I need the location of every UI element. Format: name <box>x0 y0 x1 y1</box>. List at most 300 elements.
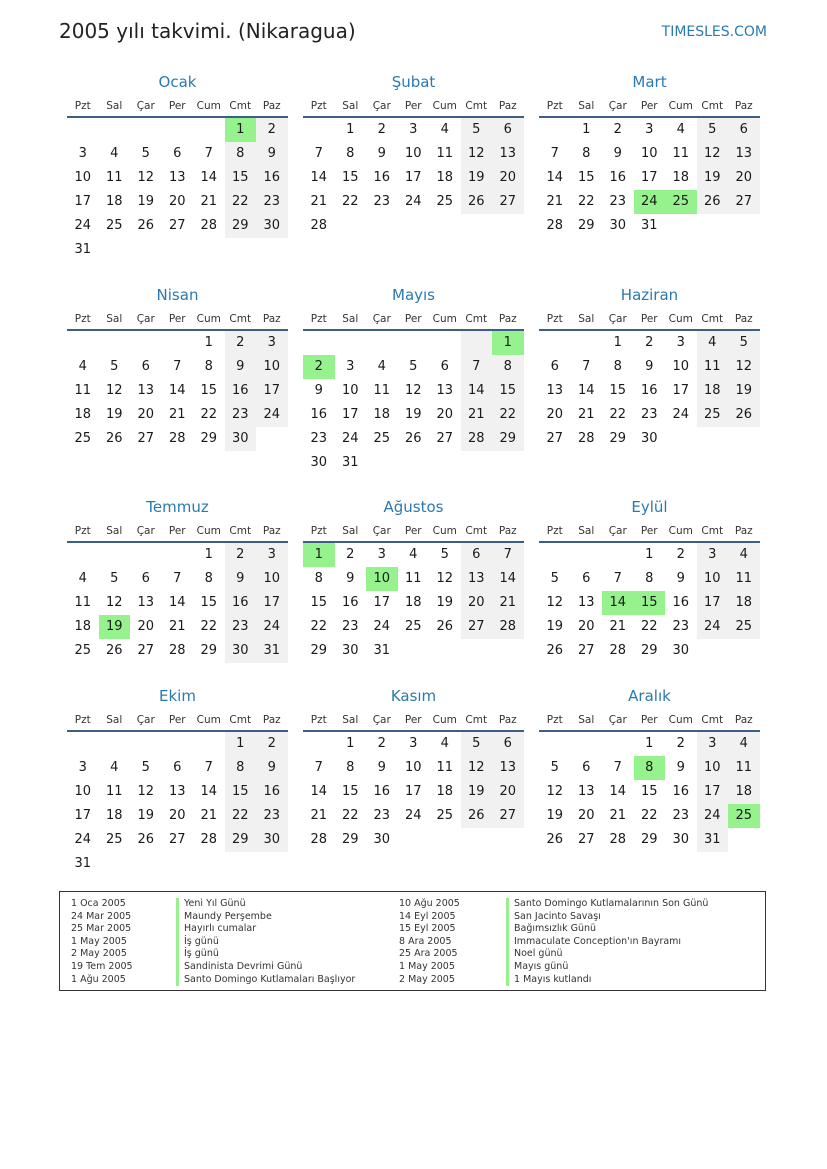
empty-cell <box>193 118 225 142</box>
day-cell: 20 <box>168 808 186 823</box>
month-calendar <box>303 285 524 475</box>
empty-cell <box>99 118 131 142</box>
holiday-day-cell: 1 <box>303 543 335 567</box>
day-cell: 19 <box>105 407 123 422</box>
day-cell: 19 <box>546 619 564 634</box>
weekday-header <box>67 517 288 543</box>
day-cell: 26 <box>137 832 155 847</box>
day-cell: 18 <box>672 170 690 185</box>
day-cell: 3 <box>256 331 288 355</box>
day-cell: 28 <box>168 643 186 658</box>
day-cell: 6 <box>550 359 559 374</box>
weekday-label: Pzt <box>310 525 327 537</box>
empty-cell <box>602 543 634 567</box>
day-cell: 24 <box>74 832 92 847</box>
day-cell: 28 <box>609 832 627 847</box>
day-cell: 26 <box>404 431 422 446</box>
day-cell: 27 <box>577 832 595 847</box>
weekday-label: Cum <box>432 714 457 726</box>
day-cell: 7 <box>492 543 524 567</box>
empty-cell <box>67 118 99 142</box>
day-cell: 2 <box>377 736 386 751</box>
weekday-label: Paz <box>498 313 517 325</box>
day-cell: 29 <box>200 431 218 446</box>
day-cell: 25 <box>436 194 454 209</box>
weekday-label: Pzt <box>74 313 91 325</box>
day-cell: 8 <box>582 146 591 161</box>
weekday-label: Çar <box>608 100 627 112</box>
day-cell: 12 <box>546 595 564 610</box>
weekday-header <box>303 706 524 732</box>
day-cell: 9 <box>225 567 257 591</box>
day-cell: 23 <box>256 804 288 828</box>
day-cell: 20 <box>492 166 524 190</box>
day-cell: 18 <box>404 595 422 610</box>
weekday-label: Cmt <box>229 313 252 325</box>
day-cell: 16 <box>609 170 627 185</box>
empty-cell <box>571 331 603 355</box>
empty-cell <box>571 543 603 567</box>
day-cell: 27 <box>728 190 760 214</box>
weekday-label: Cum <box>196 525 221 537</box>
day-cell: 8 <box>346 760 355 775</box>
day-cell: 1 <box>204 335 213 350</box>
day-cell: 30 <box>256 214 288 238</box>
day-cell: 4 <box>110 760 119 775</box>
page-title: 2005 yılı takvimi. (Nikaragua) <box>59 19 356 43</box>
weekday-label: Çar <box>608 525 627 537</box>
weekday-label: Pzt <box>74 525 91 537</box>
day-cell: 19 <box>404 407 422 422</box>
day-cell: 20 <box>728 166 760 190</box>
weekday-label: Cmt <box>465 714 488 726</box>
day-cell: 6 <box>173 146 182 161</box>
weekday-label: Pzt <box>74 714 91 726</box>
day-cell: 22 <box>225 190 257 214</box>
holiday-day-cell: 24 <box>634 190 666 214</box>
empty-cell <box>429 331 461 355</box>
day-cell: 25 <box>697 403 729 427</box>
legend-name-column <box>506 898 708 986</box>
day-cell: 21 <box>577 407 595 422</box>
day-cell: 25 <box>436 808 454 823</box>
day-cell: 11 <box>404 571 422 586</box>
day-cell: 2 <box>645 335 654 350</box>
day-cell: 2 <box>676 547 685 562</box>
day-cell: 6 <box>582 571 591 586</box>
day-cell: 18 <box>74 619 92 634</box>
day-cell: 9 <box>645 359 654 374</box>
legend-holiday-name: İş günü <box>184 935 219 947</box>
day-cell: 28 <box>461 427 493 451</box>
day-cell: 24 <box>672 407 690 422</box>
weekday-label: Paz <box>262 313 281 325</box>
weekday-label: Cmt <box>701 714 724 726</box>
day-cell: 24 <box>256 403 288 427</box>
day-cell: 1 <box>613 335 622 350</box>
day-cell: 5 <box>461 118 493 142</box>
day-cell: 5 <box>141 760 150 775</box>
day-cell: 21 <box>461 403 493 427</box>
weekday-label: Cmt <box>465 313 488 325</box>
day-cell: 26 <box>105 431 123 446</box>
day-cell: 14 <box>168 595 186 610</box>
day-cell: 2 <box>346 547 355 562</box>
weekday-label: Sal <box>578 313 595 325</box>
day-cell: 24 <box>697 804 729 828</box>
day-cell: 31 <box>373 643 391 658</box>
day-cell: 27 <box>546 431 564 446</box>
day-cell: 26 <box>546 643 564 658</box>
weekday-label: Cum <box>668 100 693 112</box>
day-cell: 17 <box>256 591 288 615</box>
empty-cell <box>99 331 131 355</box>
day-cell: 13 <box>461 567 493 591</box>
empty-cell <box>162 118 194 142</box>
legend-holiday-name: İş günü <box>184 948 219 960</box>
day-cell: 21 <box>609 808 627 823</box>
day-cell: 30 <box>341 643 359 658</box>
weekday-header <box>303 305 524 331</box>
day-cell: 7 <box>613 760 622 775</box>
day-cell: 30 <box>310 455 328 470</box>
day-cell: 4 <box>676 122 685 137</box>
legend-holiday-name: Santo Domingo Kutlamalarının Son Günü <box>514 898 709 909</box>
day-cell: 30 <box>225 639 257 663</box>
legend-date-column <box>71 898 133 986</box>
legend-date: 10 Ağu 2005 <box>399 898 460 909</box>
day-cell: 20 <box>546 407 564 422</box>
day-cell: 13 <box>168 170 186 185</box>
day-cell: 18 <box>436 170 454 185</box>
day-cell: 23 <box>341 619 359 634</box>
legend-date: 2 May 2005 <box>71 948 127 960</box>
month-name: Ocak <box>158 73 197 91</box>
day-cell: 30 <box>373 832 391 847</box>
day-cell: 7 <box>613 571 622 586</box>
day-cell: 10 <box>74 784 92 799</box>
empty-cell <box>99 732 131 756</box>
empty-cell <box>539 331 571 355</box>
day-cell: 23 <box>640 407 658 422</box>
day-cell: 22 <box>341 808 359 823</box>
weekday-label: Cum <box>668 313 693 325</box>
weekday-label: Per <box>404 100 422 112</box>
day-cell: 8 <box>492 355 524 379</box>
day-cell: 3 <box>377 547 386 562</box>
day-cell: 11 <box>436 146 454 161</box>
weekday-label: Pzt <box>310 313 327 325</box>
day-cell: 12 <box>137 784 155 799</box>
empty-cell <box>303 732 335 756</box>
day-cell: 20 <box>137 619 155 634</box>
weekday-header <box>539 92 760 118</box>
weekday-label: Çar <box>136 714 155 726</box>
day-cell: 31 <box>74 242 92 257</box>
day-cell: 28 <box>200 218 218 233</box>
empty-cell <box>366 331 398 355</box>
holiday-day-cell: 15 <box>634 591 666 615</box>
day-grid <box>539 543 760 663</box>
day-cell: 24 <box>341 431 359 446</box>
day-cell: 26 <box>137 218 155 233</box>
day-cell: 3 <box>256 543 288 567</box>
weekday-label: Cum <box>432 313 457 325</box>
day-cell: 14 <box>200 784 218 799</box>
weekday-label: Sal <box>106 100 123 112</box>
day-cell: 26 <box>461 804 493 828</box>
day-cell: 7 <box>173 359 182 374</box>
day-cell: 21 <box>546 194 564 209</box>
day-cell: 27 <box>492 190 524 214</box>
day-cell: 3 <box>697 732 729 756</box>
day-cell: 15 <box>492 379 524 403</box>
weekday-header <box>303 92 524 118</box>
day-cell: 6 <box>492 118 524 142</box>
weekday-label: Sal <box>342 525 359 537</box>
holiday-day-cell: 1 <box>225 118 257 142</box>
weekday-label: Per <box>404 525 422 537</box>
day-cell: 29 <box>225 214 257 238</box>
day-cell: 5 <box>110 359 119 374</box>
weekday-label: Paz <box>734 100 753 112</box>
empty-cell <box>335 331 367 355</box>
day-cell: 10 <box>74 170 92 185</box>
weekday-header <box>539 517 760 543</box>
holiday-day-cell: 1 <box>492 331 524 355</box>
day-cell: 11 <box>728 756 760 780</box>
day-cell: 15 <box>640 784 658 799</box>
day-cell: 14 <box>200 170 218 185</box>
day-cell: 10 <box>404 146 422 161</box>
day-cell: 28 <box>546 218 564 233</box>
day-cell: 31 <box>341 455 359 470</box>
day-cell: 4 <box>377 359 386 374</box>
day-cell: 2 <box>256 118 288 142</box>
day-cell: 31 <box>697 828 729 852</box>
day-cell: 4 <box>78 571 87 586</box>
day-cell: 28 <box>310 218 328 233</box>
day-cell: 29 <box>609 431 627 446</box>
day-cell: 29 <box>341 832 359 847</box>
day-cell: 16 <box>310 407 328 422</box>
weekday-label: Sal <box>578 100 595 112</box>
day-cell: 6 <box>141 571 150 586</box>
day-cell: 1 <box>204 547 213 562</box>
day-cell: 4 <box>409 547 418 562</box>
day-cell: 22 <box>492 403 524 427</box>
day-cell: 2 <box>613 122 622 137</box>
day-grid <box>539 118 760 238</box>
day-cell: 8 <box>645 571 654 586</box>
day-cell: 28 <box>577 431 595 446</box>
day-cell: 18 <box>373 407 391 422</box>
empty-cell <box>398 331 430 355</box>
day-cell: 8 <box>613 359 622 374</box>
day-cell: 1 <box>346 736 355 751</box>
day-cell: 12 <box>461 142 493 166</box>
legend-date: 24 Mar 2005 <box>71 910 132 922</box>
day-cell: 27 <box>168 832 186 847</box>
weekday-label: Sal <box>106 714 123 726</box>
day-cell: 6 <box>492 732 524 756</box>
day-cell: 25 <box>74 643 92 658</box>
day-cell: 31 <box>640 218 658 233</box>
day-cell: 13 <box>137 595 155 610</box>
month-name: Aralık <box>628 687 671 705</box>
day-cell: 11 <box>105 170 123 185</box>
weekday-label: Sal <box>106 525 123 537</box>
weekday-label: Paz <box>498 100 517 112</box>
legend-date: 1 Ağu 2005 <box>71 973 126 985</box>
day-cell: 19 <box>137 808 155 823</box>
day-cell: 12 <box>436 571 454 586</box>
day-cell: 29 <box>200 643 218 658</box>
day-cell: 21 <box>168 619 186 634</box>
day-cell: 29 <box>310 643 328 658</box>
empty-cell <box>162 331 194 355</box>
weekday-label: Paz <box>262 100 281 112</box>
day-cell: 15 <box>225 780 257 804</box>
holiday-day-cell: 14 <box>602 591 634 615</box>
day-cell: 19 <box>137 194 155 209</box>
empty-cell <box>193 732 225 756</box>
day-cell: 8 <box>346 146 355 161</box>
day-cell: 22 <box>640 808 658 823</box>
month-name: Eylül <box>631 498 668 516</box>
day-cell: 3 <box>676 335 685 350</box>
legend-holiday-name: Maundy Perşembe <box>184 910 272 922</box>
weekday-label: Sal <box>342 313 359 325</box>
day-grid <box>303 118 524 238</box>
day-cell: 27 <box>577 643 595 658</box>
day-cell: 12 <box>697 142 729 166</box>
day-cell: 10 <box>404 760 422 775</box>
day-cell: 28 <box>492 615 524 639</box>
day-cell: 15 <box>225 166 257 190</box>
day-cell: 5 <box>409 359 418 374</box>
day-cell: 13 <box>728 142 760 166</box>
weekday-label: Cmt <box>229 714 252 726</box>
day-cell: 27 <box>137 431 155 446</box>
day-cell: 12 <box>546 784 564 799</box>
weekday-label: Cmt <box>701 100 724 112</box>
empty-cell <box>162 732 194 756</box>
legend-holiday-name: Immaculate Conception'ın Bayramı <box>514 935 682 947</box>
day-grid <box>67 118 288 262</box>
empty-cell <box>303 331 335 355</box>
day-cell: 13 <box>577 784 595 799</box>
day-cell: 5 <box>550 760 559 775</box>
day-cell: 8 <box>225 142 257 166</box>
day-cell: 21 <box>492 591 524 615</box>
day-grid <box>539 331 760 451</box>
day-cell: 3 <box>78 760 87 775</box>
day-cell: 17 <box>640 170 658 185</box>
day-cell: 9 <box>256 756 288 780</box>
legend-date: 1 May 2005 <box>399 960 455 972</box>
legend-holiday-name: Santo Domingo Kutlamaları Başlıyor <box>184 973 356 985</box>
day-cell: 7 <box>204 760 213 775</box>
day-cell: 10 <box>697 567 729 591</box>
day-cell: 1 <box>346 122 355 137</box>
day-cell: 12 <box>461 756 493 780</box>
day-grid <box>67 543 288 663</box>
weekday-label: Sal <box>342 714 359 726</box>
day-cell: 6 <box>461 543 493 567</box>
day-cell: 28 <box>609 643 627 658</box>
day-cell: 5 <box>550 571 559 586</box>
day-cell: 29 <box>640 643 658 658</box>
weekday-label: Pzt <box>74 100 91 112</box>
empty-cell <box>130 732 162 756</box>
brand-link[interactable]: TIMESLES.COM <box>661 24 767 40</box>
day-cell: 24 <box>404 194 422 209</box>
weekday-label: Cum <box>196 313 221 325</box>
day-cell: 12 <box>137 170 155 185</box>
legend-date: 8 Ara 2005 <box>399 935 452 947</box>
month-calendar <box>67 686 288 876</box>
day-cell: 5 <box>440 547 449 562</box>
day-cell: 13 <box>137 383 155 398</box>
day-cell: 20 <box>436 407 454 422</box>
day-cell: 6 <box>173 760 182 775</box>
day-cell: 16 <box>256 780 288 804</box>
day-cell: 7 <box>461 355 493 379</box>
weekday-label: Çar <box>372 714 391 726</box>
day-cell: 25 <box>105 218 123 233</box>
legend-date: 14 Eyl 2005 <box>399 910 456 922</box>
holiday-day-cell: 25 <box>728 804 760 828</box>
day-cell: 18 <box>697 379 729 403</box>
day-cell: 6 <box>728 118 760 142</box>
day-cell: 4 <box>728 732 760 756</box>
weekday-header <box>539 305 760 331</box>
day-cell: 26 <box>105 643 123 658</box>
month-name: Mart <box>632 73 667 91</box>
day-cell: 1 <box>645 547 654 562</box>
day-cell: 19 <box>546 808 564 823</box>
weekday-label: Cmt <box>701 313 724 325</box>
day-cell: 29 <box>640 832 658 847</box>
empty-cell <box>130 118 162 142</box>
day-cell: 14 <box>310 170 328 185</box>
day-cell: 7 <box>204 146 213 161</box>
weekday-header <box>67 305 288 331</box>
empty-cell <box>602 732 634 756</box>
day-cell: 22 <box>200 407 218 422</box>
day-cell: 27 <box>436 431 454 446</box>
day-cell: 3 <box>78 146 87 161</box>
weekday-label: Çar <box>136 313 155 325</box>
day-cell: 16 <box>640 383 658 398</box>
holiday-day-cell: 10 <box>366 567 398 591</box>
day-cell: 9 <box>377 146 386 161</box>
day-cell: 5 <box>697 118 729 142</box>
day-cell: 21 <box>200 194 218 209</box>
day-cell: 16 <box>373 784 391 799</box>
day-cell: 22 <box>225 804 257 828</box>
day-cell: 18 <box>728 780 760 804</box>
day-cell: 24 <box>373 619 391 634</box>
month-calendar <box>303 497 524 663</box>
day-cell: 16 <box>225 591 257 615</box>
day-cell: 7 <box>314 146 323 161</box>
day-cell: 9 <box>256 142 288 166</box>
day-cell: 20 <box>168 194 186 209</box>
day-cell: 30 <box>609 218 627 233</box>
day-cell: 12 <box>728 355 760 379</box>
